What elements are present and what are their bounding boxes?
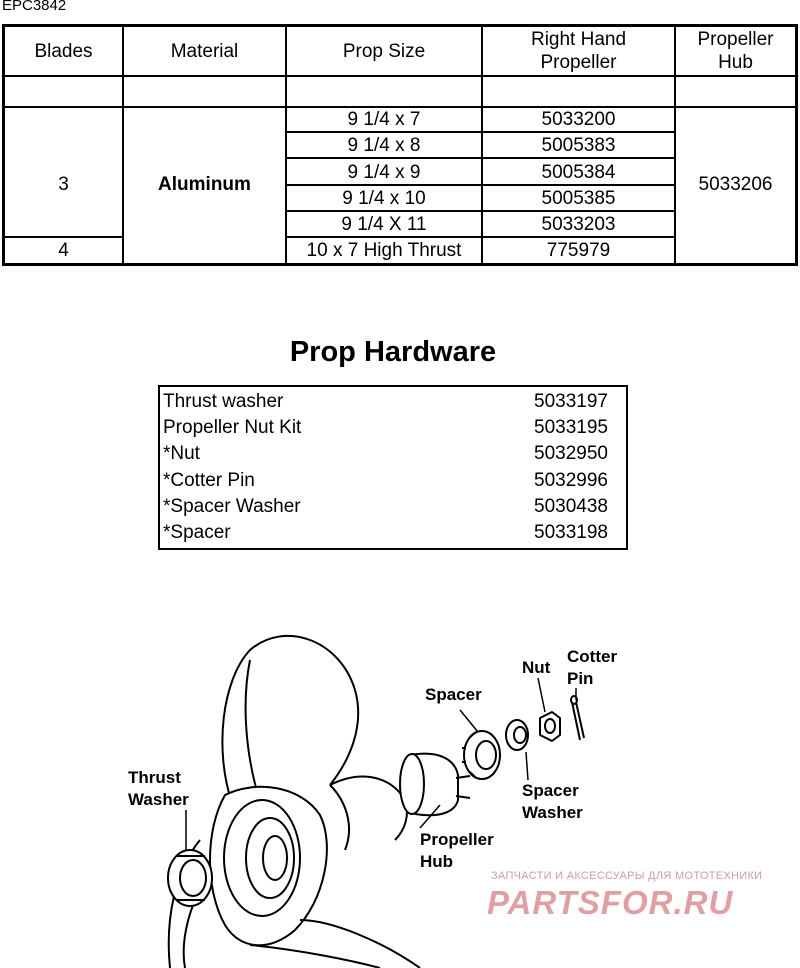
watermark-logo: PARTSFOR.RU [487, 884, 734, 921]
header-right-hand: Right Hand [530, 29, 627, 50]
hardware-part-number: 5030438 [534, 496, 608, 517]
propeller-hub-part [400, 754, 470, 816]
part-number-cell: 5033200 [541, 109, 616, 130]
prop-size-cell: 9 1/4 x 9 [347, 162, 421, 183]
nut-part [540, 712, 560, 741]
prop-size-cell: 9 1/4 X 11 [341, 214, 427, 235]
part-number-cell: 775979 [546, 240, 611, 261]
hardware-name: Thrust washer [163, 391, 284, 412]
spacer-washer-part [506, 720, 528, 750]
hardware-title: Prop Hardware [289, 336, 497, 368]
hardware-name: *Cotter Pin [163, 470, 255, 491]
part-number-cell: 5005383 [541, 135, 616, 156]
hardware-part-number: 5033197 [534, 391, 608, 412]
watermark-subtitle: ЗАПЧАСТИ И АКСЕССУАРЫ ДЛЯ МОТОТЕХНИКИ [491, 870, 763, 882]
list-item [163, 470, 608, 496]
list-item [163, 391, 608, 417]
label-thrust-washer-line2: Washer [128, 790, 189, 809]
hardware-part-number: 5032950 [534, 443, 608, 464]
row-divider [285, 236, 676, 238]
header-blades: Blades [34, 41, 93, 62]
blades-value: 3 [58, 174, 69, 195]
header-hub-line1: Propeller [697, 29, 774, 50]
header-divider [5, 75, 795, 77]
spacer-part [462, 731, 500, 779]
list-item [163, 522, 608, 548]
hardware-name: *Nut [163, 443, 200, 464]
list-item [163, 496, 608, 522]
hub-part-number: 5033206 [698, 174, 773, 195]
hardware-name: Propeller Nut Kit [163, 417, 302, 438]
row-divider [285, 157, 676, 159]
part-number-cell: 5005385 [541, 188, 616, 209]
list-item [163, 443, 608, 469]
blades-value: 4 [58, 240, 69, 261]
hardware-part-number: 5033198 [534, 522, 608, 543]
material-value: Aluminum [158, 174, 251, 195]
header-propeller: Propeller [540, 52, 617, 73]
label-propeller-hub-line2: Hub [420, 852, 454, 871]
prop-size-cell: 9 1/4 x 8 [347, 135, 421, 156]
label-cotter-pin: Cotter [567, 647, 618, 666]
prop-size-cell: 9 1/4 x 7 [347, 109, 421, 130]
header-prop-size: Prop Size [342, 41, 426, 62]
hardware-part-number: 5033195 [534, 417, 608, 438]
hardware-part-number: 5032996 [534, 470, 608, 491]
header-hub-line2: Hub [718, 52, 753, 73]
label-thrust-washer: Thrust [128, 768, 181, 787]
list-item [163, 417, 608, 443]
row-divider [285, 131, 676, 133]
label-spacer-washer-line2: Washer [522, 803, 583, 822]
cotter-pin-part [571, 696, 584, 740]
part-number-cell: 5033203 [541, 214, 616, 235]
prop-size-cell: 10 x 7 High Thrust [306, 240, 462, 261]
label-spacer-washer: Spacer [522, 781, 579, 800]
label-cotter-pin-line2: Pin [567, 669, 594, 688]
row-divider [285, 210, 676, 212]
hardware-name: *Spacer [163, 522, 231, 543]
propeller-table [2, 24, 798, 266]
label-nut: Nut [522, 658, 551, 677]
document-code: EPC3842 [2, 0, 67, 14]
thrust-washer-part [168, 850, 212, 906]
row-divider [285, 184, 676, 186]
prop-size-cell: 9 1/4 x 10 [342, 188, 426, 209]
hardware-name: *Spacer Washer [163, 496, 301, 517]
label-spacer: Spacer [425, 685, 482, 704]
label-propeller-hub: Propeller [420, 830, 494, 849]
propeller-illustration [169, 636, 420, 968]
row-divider [5, 236, 124, 238]
header-material: Material [170, 41, 239, 62]
hardware-list [158, 385, 628, 550]
part-number-cell: 5005384 [541, 162, 616, 183]
